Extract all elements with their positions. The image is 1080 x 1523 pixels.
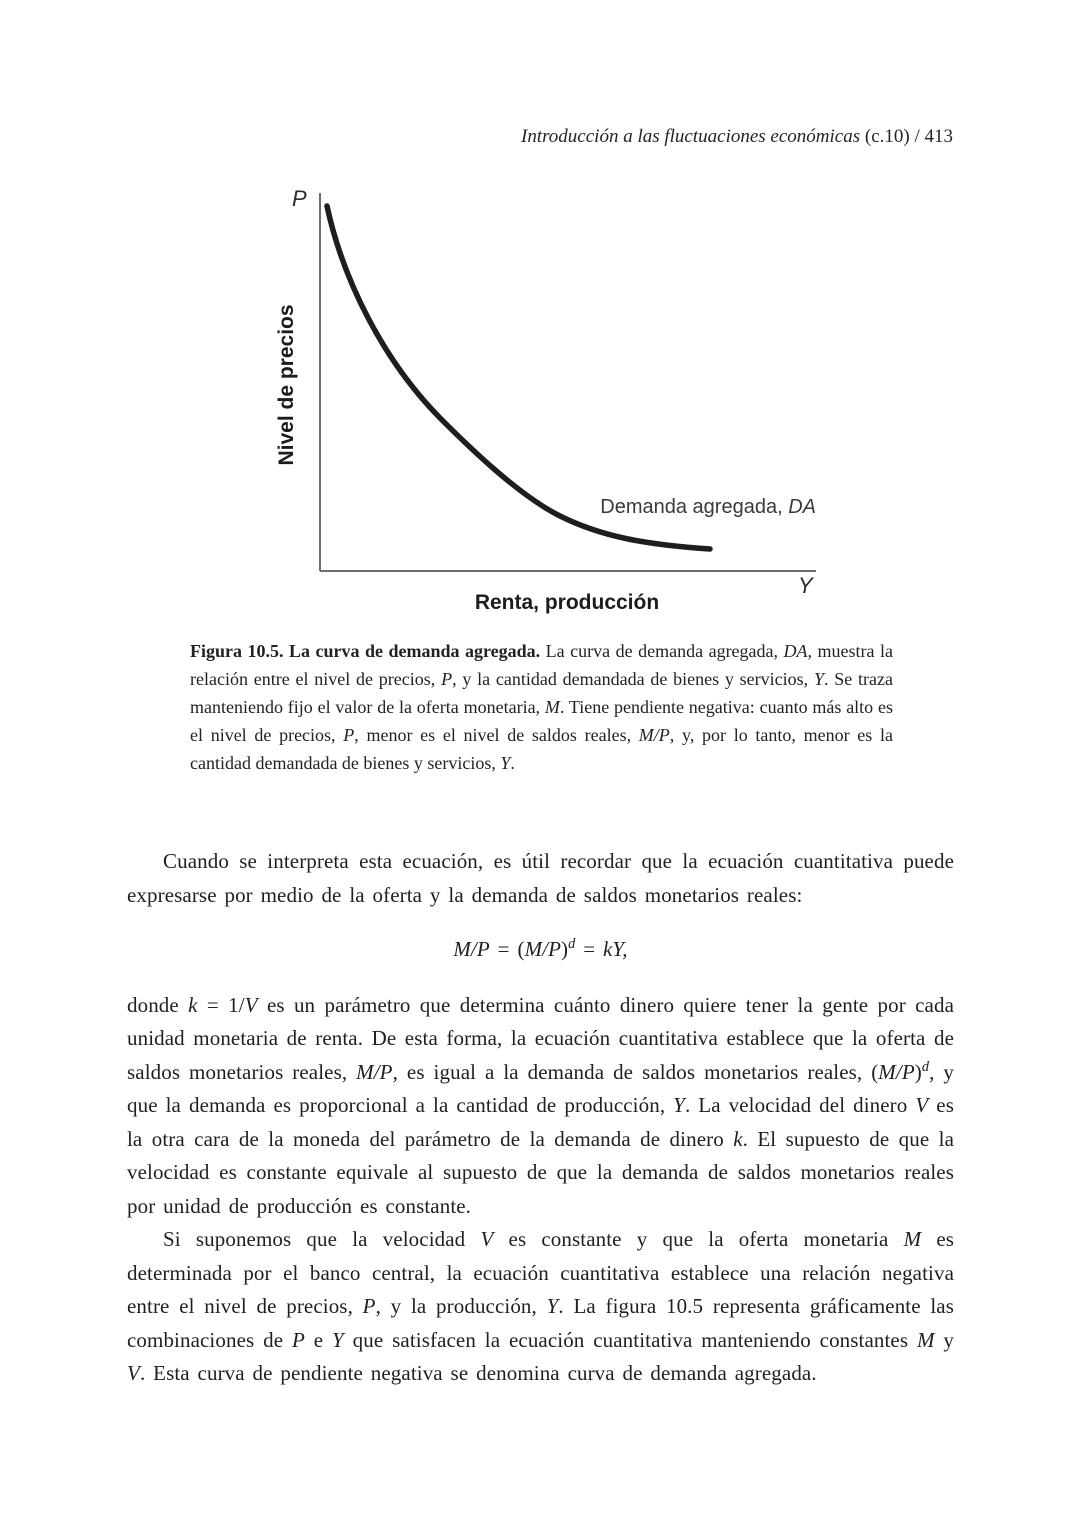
- paragraph-2: donde k = 1/V es un parámetro que determina cuánto dinero quiere tener la gente por cada unidad monetaria de renta. De esta forma, la ecuación cuantitativa establece que la oferta de saldos monetarios reales, M/P, es igual a la demanda de saldos monetarios reales, $(M/P)^d$, y que la demanda es proporcional a la cantidad de producción, Y. La velocidad del dinero V es la otra cara de la moneda del parámetro de la demanda de dinero k. El supuesto de que la velocidad es constante equivale al supuesto de que la demanda de saldos monetarios reales por unidad de producción es constante.: [127, 992, 955, 1218]
- paragraph-1: Cuando se interpreta esta ecuación, es útil recordar que la ecuación cuantitativa puede expresarse por medio de la oferta y la demanda de saldos monetarios reales:: [127, 849, 954, 907]
- x-axis-symbol: Y: [798, 573, 813, 598]
- figure-10-5: [270, 185, 832, 623]
- running-header: Introducción a las fluctuaciones económicas (c.10) / 413: [521, 126, 953, 147]
- curve-label: Demanda agregada, DA: [600, 496, 816, 518]
- figure-caption: Figura 10.5. La curva de demanda agregada. La curva de demanda agregada, DA, muestra la relación entre el nivel de precios, P, y la cantidad demandada de bienes y servicios, Y. Se traza manteniendo fijo el valor de la oferta monetaria, M. Tiene pendiente negativa: cuanto más alto es el nivel de precios, P, menor es el nivel de saldos reales, M/P, y, por lo tanto, menor es la cantidad demandada de bienes y servicios, Y.: [190, 641, 893, 773]
- paragraph-3: Si suponemos que la velocidad V es constante y que la oferta monetaria M es determinada por el banco central, la ecuación cuantitativa establece una relación negativa entre el nivel de precios, P, y la producción, Y. La figura 10.5 representa gráficamente las combinaciones de P e Y que satisfacen la ecuación cuantitativa manteniendo constantes M y V. Esta curva de pendiente negativa se denomina curva de demanda agregada.: [127, 1227, 955, 1385]
- aggregate-demand-chart: [318, 190, 818, 582]
- body-text: [127, 845, 954, 1391]
- y-axis-symbol: P: [292, 186, 307, 211]
- y-axis-title: Nivel de precios: [275, 304, 298, 466]
- quantity-equation: $M/P = (M/P)^d$ = kY,: [453, 936, 628, 961]
- x-axis-title: Renta, producción: [474, 591, 660, 614]
